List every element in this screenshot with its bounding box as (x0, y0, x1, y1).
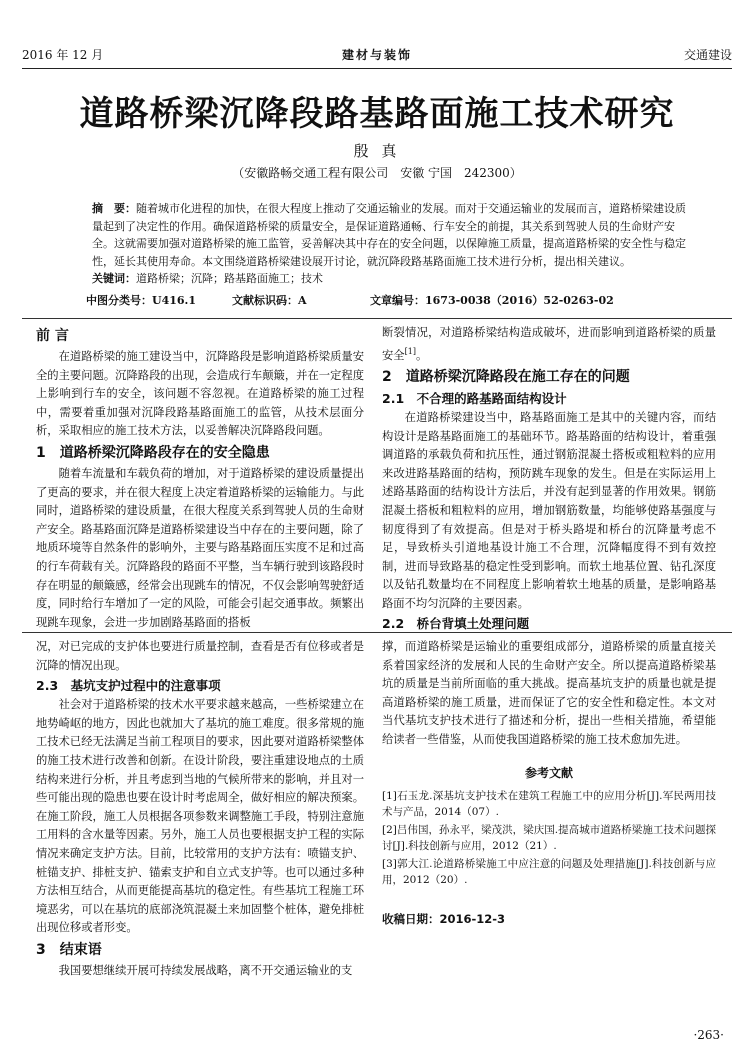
column-left-top (36, 324, 364, 632)
paragraph-2-1: 在道路桥梁建设当中，路基路面施工是其中的关键内容，而结构设计是路基路面施工的基础环节。路基路面的结构设计，着重强调道路的承载负荷和抗压性，通过钢筋混凝土搭板或粗粒料的应用来改进路基路面的结构，预防跳车现象的发生。但是在实际运用上述路基路面的结构设计方法后，并没有起到显著的作用效果。钢筋混凝土搭板和粗粒料的应用，增加钢筋数量，均能够使路基强度与韧度得到了有效提高。但是对于桥头路堤和桥台的沉降量考虑不足，导致桥头引道地基设计施工不合理，沉降幅度得不到有效控制，进而导致路基的稳定性受到影响。而软土地基位置、钻孔深度以及钻孔数量均在不同程度上影响着软土地基的质量，是影响路基路面不均匀沉降的主要因素。 (382, 410, 716, 610)
running-header (22, 42, 732, 69)
header-section: 交通建设 (683, 48, 732, 62)
divider-middle (22, 632, 732, 633)
divider-top (22, 318, 732, 319)
doc-code: 文献标识码：A (232, 294, 307, 307)
header-journal: 建材与装饰 (341, 48, 412, 62)
keywords-text: 道路桥梁；沉降；路基路面施工；技术 (136, 272, 323, 285)
page-number: ·263· (693, 1028, 724, 1042)
clc-number: 中图分类号：U416.1 (86, 294, 197, 307)
paper-title: 道路桥梁沉降段路基路面施工技术研究 (79, 94, 675, 134)
column-right-top (382, 324, 716, 634)
subsection-heading-2-1: 2.1 不合理的路基路面结构设计 (382, 390, 567, 406)
paragraph-intro: 在道路桥梁的施工建设当中，沉降路段是影响道路桥梁质量安全的主要问题。沉降路段的出现，会造成行车颠簸，并在一定程度上影响到行车的安全，该问题不容忽视。在道路桥梁的施工过程中，需要着重加强对沉降段路基路面施工的监管，从技术层面分析，采取相应的施工技术方法，以妥善解决沉降路段问题。 (36, 350, 364, 438)
citation-1: [1] (404, 346, 416, 356)
keywords (92, 270, 692, 286)
abstract-label: 摘 要： (92, 202, 136, 215)
paragraph-1: 随着车流量和车载负荷的增加，对于道路桥梁的建设质量提出了更高的要求，并在很大程度上决定着道路桥梁的运输能力。与此同时，道路桥梁的建设质量，在很大程度关系到驾驶人员的生命财产安全。路基路面沉降是道路桥梁建设当中存在的主要问题，除了地质环境等自然条件的影响外，主要与路基路面压实度不足和过高的行车荷载有关。沉降路段的路面不平整，当车辆行驶到该路段时存在明显的颠簸感，经常会出现跳车的情况，不仅会影响驾驶舒适度，同时给行车增加了一定的风险，可能会引起交通事故。频繁出现跳车现象，会进一步加剧路基路面的搭板 (36, 466, 364, 629)
references-title: 参考文献 (524, 765, 573, 780)
received-date: 收稿日期：2016-12-3 (382, 912, 506, 927)
subsection-heading-2-3: 2.3 基坑支护过程中的注意事项 (36, 678, 221, 694)
article-number: 文章编号：1673-0038（2016）52-0263-02 (370, 294, 614, 307)
reference-item: [1]石玉龙.深基坑支护技术在建筑工程施工中的应用分析[J].军民两用技术与产品，2014（07）. (382, 790, 716, 819)
paragraph-continued-2: 况，对已完成的支护体也要进行质量控制，查看是否有位移或者是沉降的情况出现。 (36, 640, 364, 672)
section-heading-1: 1 道路桥梁沉降路段存在的安全隐患 (36, 444, 270, 461)
paragraph-continued (382, 324, 716, 365)
continued-text: 断裂情况，对道路桥梁结构造成破坏，进而影响到道路桥梁的质量安全 (382, 326, 716, 362)
abstract (92, 200, 692, 270)
paragraph-2-3: 社会对于道路桥梁的技术水平要求越来越高，一些桥梁建立在地势崎岖的地方，因此也就加大了基坑的施工难度。很多常规的施工技术已经无法满足当前工程项目的要求，因此要对道路桥梁整体的施工技术进行改善和创新。在设计阶段，要注重建设地点的土质结构来进行分析，并且考虑到当地的气候所带来的影响，并且对一些可能出现的隐患也要在设计时考虑周全，做好相应的解决预案。在施工阶段，施工人员根据各项参数来调整施工手段，特别注意施工用料的含水量等因素。另外，施工人员也要根据支护工程的实际情况来确定支护方法。目前，比较常用的支护方法有：喷锚支护、桩锚支护、排桩支护、锚索支护和自立式支护等。也可以通过多种方法相互结合，从而更能提高基坑的稳定性。有些基坑工程施工环境恶劣，可以在基坑的底部浇筑混凝土来加固整个桩体，避免排桩出现位移或者形变。 (36, 698, 364, 935)
author: 殷 真 (353, 142, 401, 160)
header-date: 2016 年 12 月 (22, 48, 104, 62)
paragraph-3: 我国要想继续开展可持续发展战略，离不开交通运输业的支 (58, 963, 353, 977)
abstract-text: 随着城市化进程的加快，在很大程度上推动了交通运输业的发展。而对于交通运输业的发展而言，道路桥梁建设质量起到了决定性的作用。确保道路桥梁的质量安全，是保证道路通畅、行车安全的前提，其关系到驾驶人员的生命财产安全。这就需要加强对道路桥梁的施工监管，妥善解决其中存在的安全问题，以保障施工质量，提高道路桥梁的安全性与稳定性，延长其使用寿命。本文围绕道路桥梁建设展开讨论，就沉降段路基路面施工技术进行分析，提出相关建议。 (92, 202, 686, 268)
section-heading-3: 3 结束语 (36, 941, 102, 958)
paragraph-conclusion-continued: 撑，而道路桥梁是运输业的重要组成部分，道路桥梁的质量直接关系着国家经济的发展和人民的生命财产安全。所以提高道路桥梁基坑的质量是当前所面临的重大挑战。提高基坑支护的质量也就是提高道路桥梁的施工质量，进而保证了它的安全性和稳定性。本文对当代基坑支护技术进行了描述和分析，提出一些相关措施，希望能给读者一些借鉴，从而使我国道路桥梁的施工技术愈加先进。 (382, 640, 716, 746)
reference-item: [2]吕伟国，孙永平，梁茂洪，梁庆国.提高城市道路桥梁施工技术问题探讨[J].科技创新与应用，2012（21）. (382, 824, 716, 853)
classification-line (86, 292, 692, 308)
column-left-bottom (36, 638, 364, 981)
section-heading-intro: 前 言 (36, 328, 69, 344)
column-right-bottom (382, 638, 716, 929)
subsection-heading-2-2: 2.2 桥台背填土处理问题 (382, 616, 530, 632)
reference-item: [3]郭大江.论道路桥梁施工中应注意的问题及处理措施[J].科技创新与应用，2012（20）. (382, 858, 716, 887)
continued-end: 。 (415, 348, 428, 362)
affiliation: （安徽路畅交通工程有限公司 安徽 宁国 242300） (232, 166, 522, 180)
section-heading-2: 2 道路桥梁沉降路段在施工存在的问题 (382, 368, 630, 385)
keywords-label: 关键词： (92, 272, 136, 285)
